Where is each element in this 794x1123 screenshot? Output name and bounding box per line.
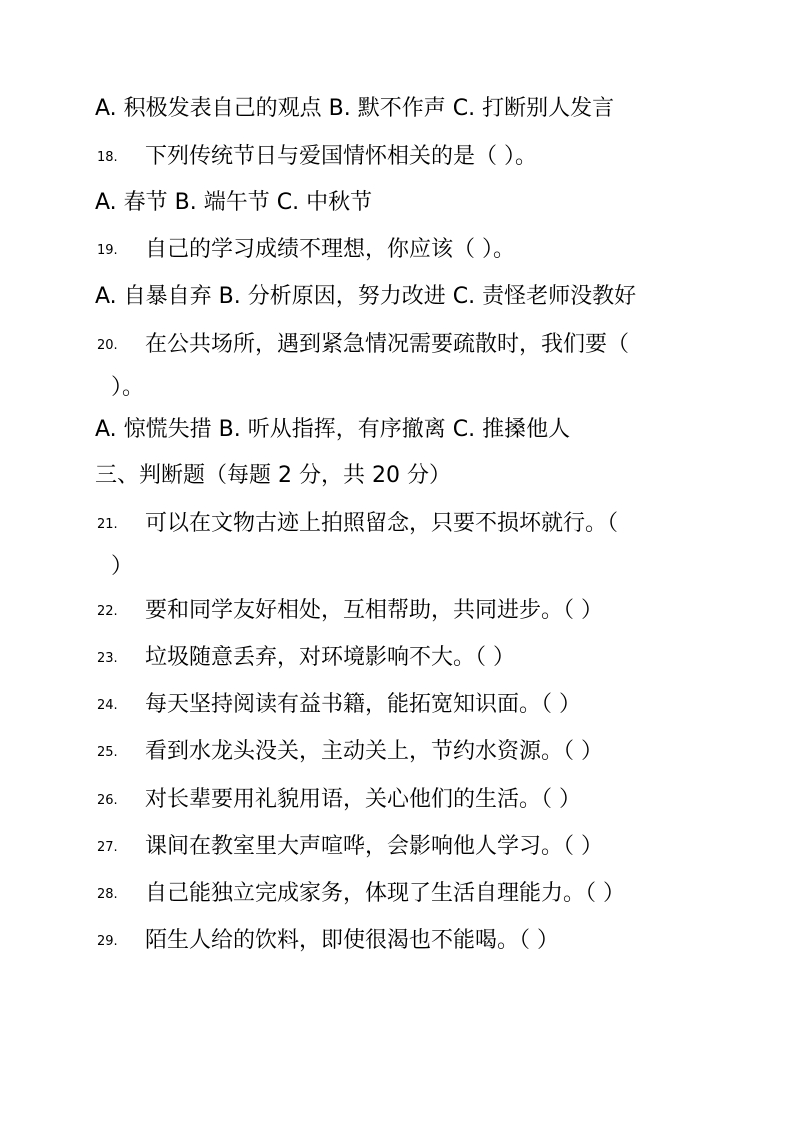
judgment-23 (97, 643, 697, 674)
judgment-26 (97, 785, 697, 816)
options-q17: A. 积极发表自己的观点 B. 默不作声 C. 打断别人发言 (95, 96, 615, 121)
question-number: 26. (97, 793, 118, 808)
question-text: 课间在教室里大声喧哗，会影响他人学习。（ ） (145, 834, 603, 859)
question-text: 下列传统节日与爱国情怀相关的是（ ）。 (145, 144, 537, 169)
question-18 (97, 142, 697, 173)
question-20 (97, 330, 697, 400)
question-text-continued: ）。 (111, 375, 145, 400)
judgment-28 (97, 879, 697, 910)
options-q19: A. 自暴自弃 B. 分析原因，努力改进 C. 责怪老师没教好 (95, 284, 637, 309)
question-number: 21. (97, 517, 118, 532)
section-heading: 三、判断题（每题 2 分，共 20 分） (95, 463, 451, 488)
question-text: 在公共场所，遇到紧急情况需要疏散时，我们要（ (145, 332, 630, 357)
question-text: 看到水龙头没关，主动关上，节约水资源。（ ） (145, 739, 603, 764)
question-number: 28. (97, 887, 118, 902)
judgment-21 (97, 509, 697, 579)
question-number: 23. (97, 651, 118, 666)
question-text: 自己能独立完成家务，体现了生活自理能力。（ ） (145, 881, 625, 906)
question-number: 22. (97, 604, 118, 619)
question-text: 陌生人给的饮料，即使很渴也不能喝。（ ） (145, 928, 559, 953)
question-number: 20. (97, 338, 118, 353)
question-text: 垃圾随意丢弃，对环境影响不大。（ ） (145, 645, 515, 670)
options-q20: A. 惊慌失措 B. 听从指挥，有序撤离 C. 推搡他人 (95, 417, 571, 442)
judgment-27 (97, 832, 697, 863)
judgment-24 (97, 690, 697, 721)
question-text: 每天坚持阅读有益书籍，能拓宽知识面。（ ） (145, 692, 581, 717)
judgment-29 (97, 926, 697, 957)
judgment-22 (97, 596, 697, 627)
question-number: 27. (97, 840, 118, 855)
question-number: 18. (97, 150, 118, 165)
question-number: 29. (97, 934, 118, 949)
question-19 (97, 235, 697, 266)
question-number: 25. (97, 745, 118, 760)
question-number: 19. (97, 243, 118, 258)
question-text: 对长辈要用礼貌用语，关心他们的生活。（ ） (145, 787, 581, 812)
judgment-25 (97, 737, 697, 768)
options-q18: A. 春节 B. 端午节 C. 中秋节 (95, 190, 373, 215)
question-text: 自己的学习成绩不理想，你应该（ ）。 (145, 237, 515, 262)
question-text: 可以在文物古迹上拍照留念，只要不损坏就行。（ (145, 511, 619, 536)
question-text: 要和同学友好相处，互相帮助，共同进步。（ ） (145, 598, 603, 623)
question-number: 24. (97, 698, 118, 713)
question-text-continued: ） (111, 554, 134, 579)
